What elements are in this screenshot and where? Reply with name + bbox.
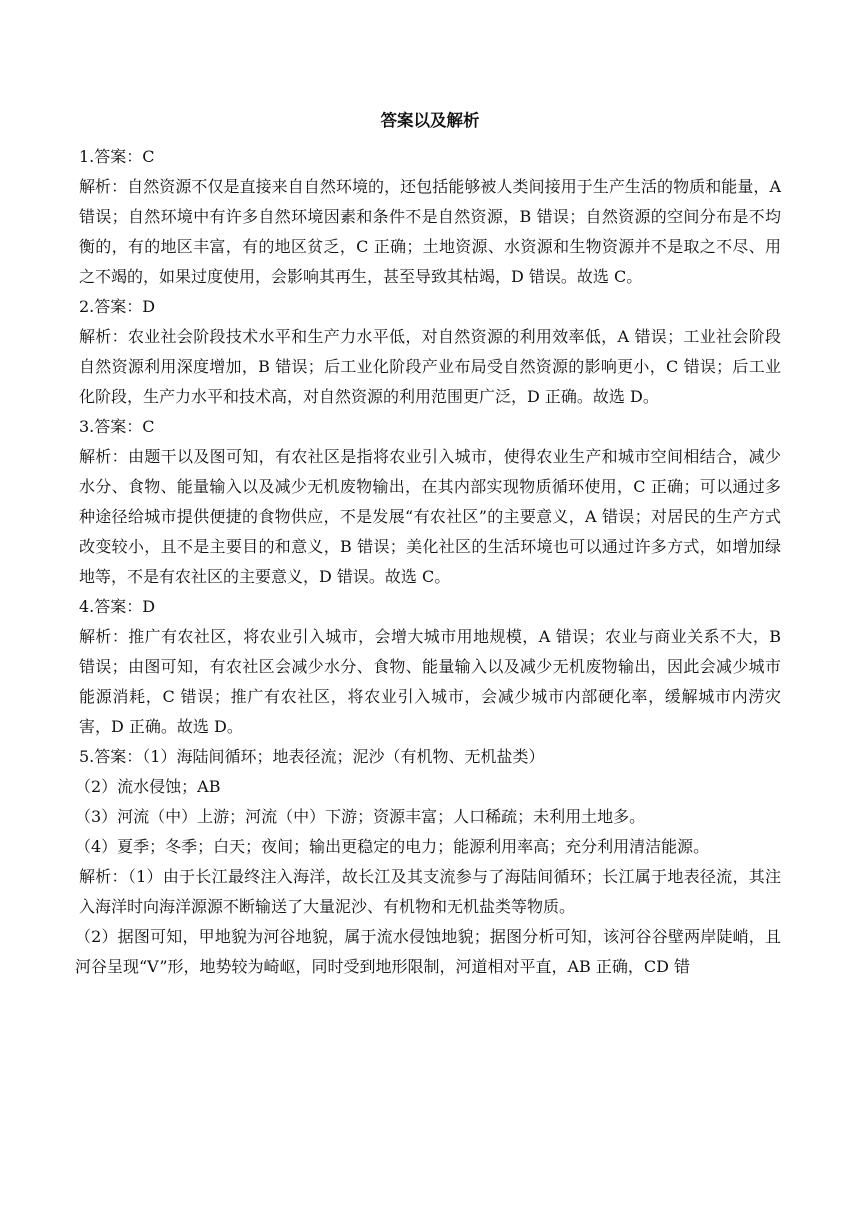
answer-1: 1.答案：C (79, 147, 155, 166)
explanation-2: 解析：农业社会阶段技术水平和生产力水平低，对自然资源的利用效率低，A 错误；工业社会阶段自然资源利用深度增加，B 错误；后工业化阶段产业布局受自然资源的影响更小，C 错误；后工业化阶段，生产力水平和技术高，对自然资源的利用范围更广泛，D 正确。故选 D。 (79, 327, 781, 406)
document-title: 答案以及解析 (380, 111, 480, 130)
answer-3: 3.答案：C (79, 417, 155, 436)
explanation-5-part-2: （2）据图可知，甲地貌为河谷地貌，属于流水侵蚀地貌；据图分析可知，该河谷谷壁两岸陡峭，且河谷呈现“V”形，地势较为崎岖，同时受到地形限制，河道相对平直，AB 正确，CD 错 (75, 927, 781, 976)
answer-4: 4.答案：D (79, 597, 156, 616)
explanation-1: 解析：自然资源不仅是直接来自自然环境的，还包括能够被人类间接用于生产生活的物质和能量，A 错误；自然环境中有许多自然环境因素和条件不是自然资源，B 错误；自然资源的空间分布是不均衡的，有的地区丰富，有的地区贫乏，C 正确；土地资源、水资源和生物资源并不是取之不尽、用之不竭的，如果过度使用，会影响其再生，甚至导致其枯竭，D 错误。故选 C。 (79, 177, 781, 286)
explanation-5-part-1: 解析：（1）由于长江最终注入海洋，故长江及其支流参与了海陆间循环；长江属于地表径流，其注入海洋时向海洋源源不断输送了大量泥沙、有机物和无机盐类等物质。 (79, 867, 781, 916)
document-body (75, 142, 781, 982)
answer-5-part-2: （2）流水侵蚀；AB (75, 777, 221, 796)
answer-5-part-3: （3）河流（中）上游；河流（中）下游；资源丰富；人口稀疏；未利用土地多。 (75, 807, 646, 826)
answer-2: 2.答案：D (79, 297, 156, 316)
answer-5-part-4: （4）夏季；冬季；白天；夜间；输出更稳定的电力；能源利用率高；充分利用清洁能源。 (75, 837, 710, 856)
answer-5-part-1: 5.答案：（1）海陆间循环；地表径流；泥沙（有机物、无机盐类） (79, 747, 545, 766)
explanation-3: 解析：由题干以及图可知，有农社区是指将农业引入城市，使得农业生产和城市空间相结合，减少水分、食物、能量输入以及减少无机废物输出，在其内部实现物质循环使用，C 正确；可以通过多种途径给城市提供便捷的食物供应，不是发展“有农社区”的主要意义，A 错误；对居民的生产方式改变较小，且不是主要目的和意义，B 错误；美化社区的生活环境也可以通过许多方式，如增加绿地等，不是有农社区的主要意义，D 错误。故选 C。 (79, 447, 781, 586)
explanation-4: 解析：推广有农社区，将农业引入城市，会增大城市用地规模，A 错误；农业与商业关系不大，B 错误；由图可知，有农社区会减少水分、食物、能量输入以及减少无机废物输出，因此会减少城市能源消耗，C 错误；推广有农社区，将农业引入城市，会减少城市内部硬化率，缓解城市内涝灾害，D 正确。故选 D。 (79, 627, 781, 736)
